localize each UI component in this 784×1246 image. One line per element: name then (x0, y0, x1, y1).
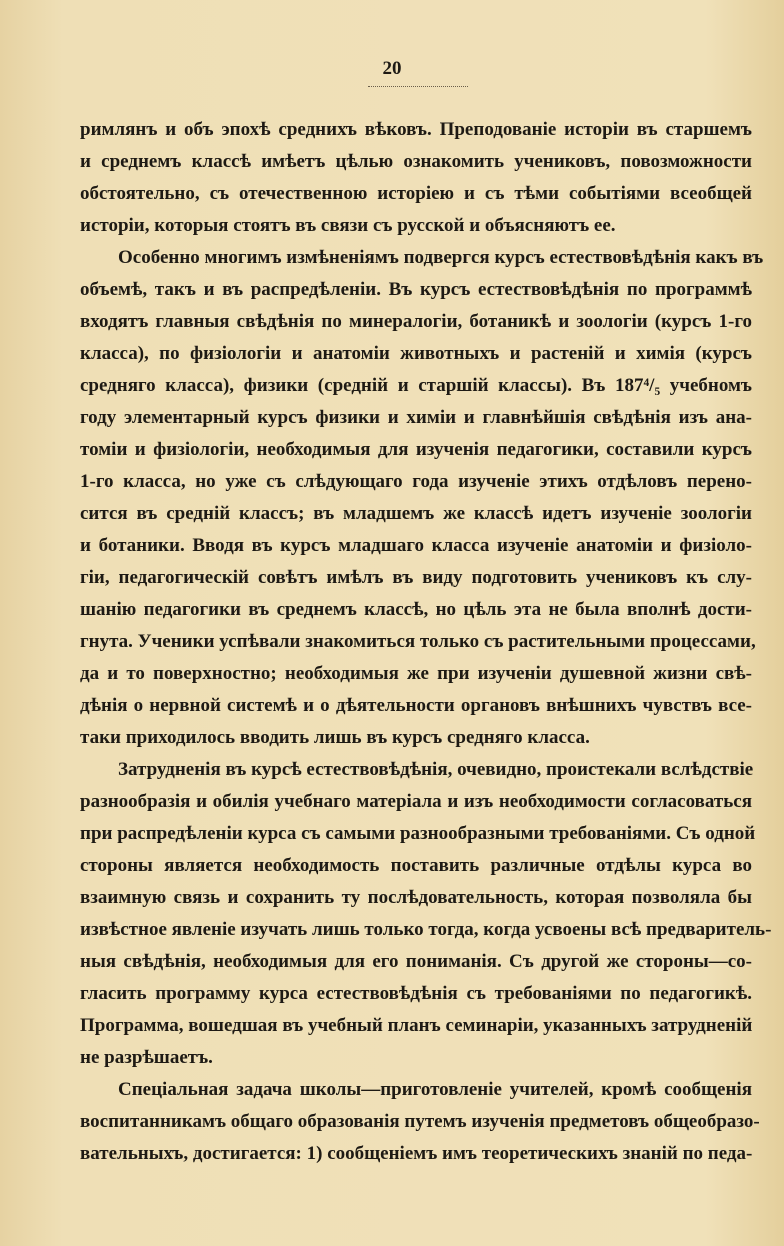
text-line: и ботаники. Вводя въ курсъ младшаго класса изученіе анатоміи и физіоло- (80, 535, 752, 556)
text-line: ныя свѣдѣнія, необходимыя для его пониманія. Съ другой же стороны—со- (80, 951, 752, 972)
text-line: томіи и физіологіи, необходимыя для изученія педагогики, составили курсъ (80, 439, 752, 460)
text-line: дѣнія о нервной системѣ и о дѣятельности органовъ внѣшнихъ чувствъ все- (80, 695, 752, 716)
body-text (80, 114, 772, 1170)
text-line: сится въ средній классъ; въ младшемъ же классѣ идетъ изученіе зоологіи (80, 503, 752, 524)
text-line: обстоятельно, съ отечественною исторіею и съ тѣми событіями всеобщей (80, 183, 752, 204)
text-line: Затрудненія въ курсѣ естествовѣдѣнія, очевидно, проистекали вслѣдствіе (118, 759, 754, 780)
paragraph (80, 1074, 760, 1170)
text-line: таки приходилось вводить лишь въ курсъ средняго класса. (80, 727, 590, 748)
text-line: стороны является необходимость поставить различные отдѣлы курса во (80, 855, 752, 876)
text-line: взаимную связь и сохранить ту послѣдовательность, которая позволяла бы (80, 887, 752, 908)
text-line: шанію педагогики въ среднемъ классѣ, но цѣль эта не была вполнѣ дости- (80, 599, 752, 620)
text-line: исторіи, которыя стоятъ въ связи съ русской и объясняютъ ее. (80, 215, 616, 236)
text-line: и среднемъ классѣ имѣетъ цѣлью ознакомить учениковъ, повозможности (80, 151, 752, 172)
text-line: объемѣ, такъ и въ распредѣленіи. Въ курсъ естествовѣдѣнія по программѣ (80, 279, 752, 300)
paragraph (80, 754, 772, 1074)
text-line: гіи, педагогическій совѣтъ имѣлъ въ виду подготовить учениковъ къ слу- (80, 567, 752, 588)
text-line: не разрѣшаетъ. (80, 1047, 213, 1068)
text-line: году элементарный курсъ физики и химіи и главнѣйшія свѣдѣнія изъ ана- (80, 407, 752, 428)
text-line: да и то поверхностно; необходимыя же при изученіи душевной жизни свѣ- (80, 663, 752, 684)
text-line: 1-го класса, но уже съ слѣдующаго года изученіе этихъ отдѣловъ перено- (80, 471, 752, 492)
header-rule (368, 86, 468, 87)
paragraph (80, 114, 752, 242)
text-line: класса), по физіологіи и анатоміи животныхъ и растеній и химія (курсъ (80, 343, 752, 364)
text-line: гнута. Ученики успѣвали знакомиться только съ растительными процессами, (80, 631, 756, 652)
page-number: 20 (382, 58, 402, 79)
text-line: римлянъ и объ эпохѣ среднихъ вѣковъ. Преподованіе исторіи въ старшемъ (80, 119, 752, 140)
text-line: Особенно многимъ измѣненіямъ подвергся курсъ естествовѣдѣнія какъ въ (118, 247, 764, 268)
text-line: вательныхъ, достигается: 1) сообщеніемъ имъ теоретическихъ знаній по педа- (80, 1143, 753, 1164)
text-line: воспитанникамъ общаго образованія путемъ изученія предметовъ общеобразо- (80, 1111, 760, 1132)
paragraph (80, 242, 764, 754)
text-line: извѣстное явленіе изучать лишь только тогда, когда усвоены всѣ предваритель- (80, 919, 772, 940)
text-line: средняго класса), физики (средній и старшій классы). Въ 187⁴/₅ учебномъ (80, 375, 752, 396)
text-line: разнообразія и обилія учебнаго матеріала и изъ необходимости согласоваться (80, 791, 752, 812)
text-line: гласить программу курса естествовѣдѣнія съ требованіями по педагогикѣ. (80, 983, 752, 1004)
text-line: при распредѣленіи курса съ самыми разнообразными требованіями. Съ одной (80, 823, 756, 844)
text-line: Программа, вошедшая въ учебный планъ семинаріи, указанныхъ затрудненій (80, 1015, 753, 1036)
text-line: Спеціальная задача школы—приготовленіе учителей, кромѣ сообщенія (118, 1079, 752, 1100)
text-line: входятъ главныя свѣдѣнія по минералогіи, ботаникѣ и зоологіи (курсъ 1-го (80, 311, 752, 332)
